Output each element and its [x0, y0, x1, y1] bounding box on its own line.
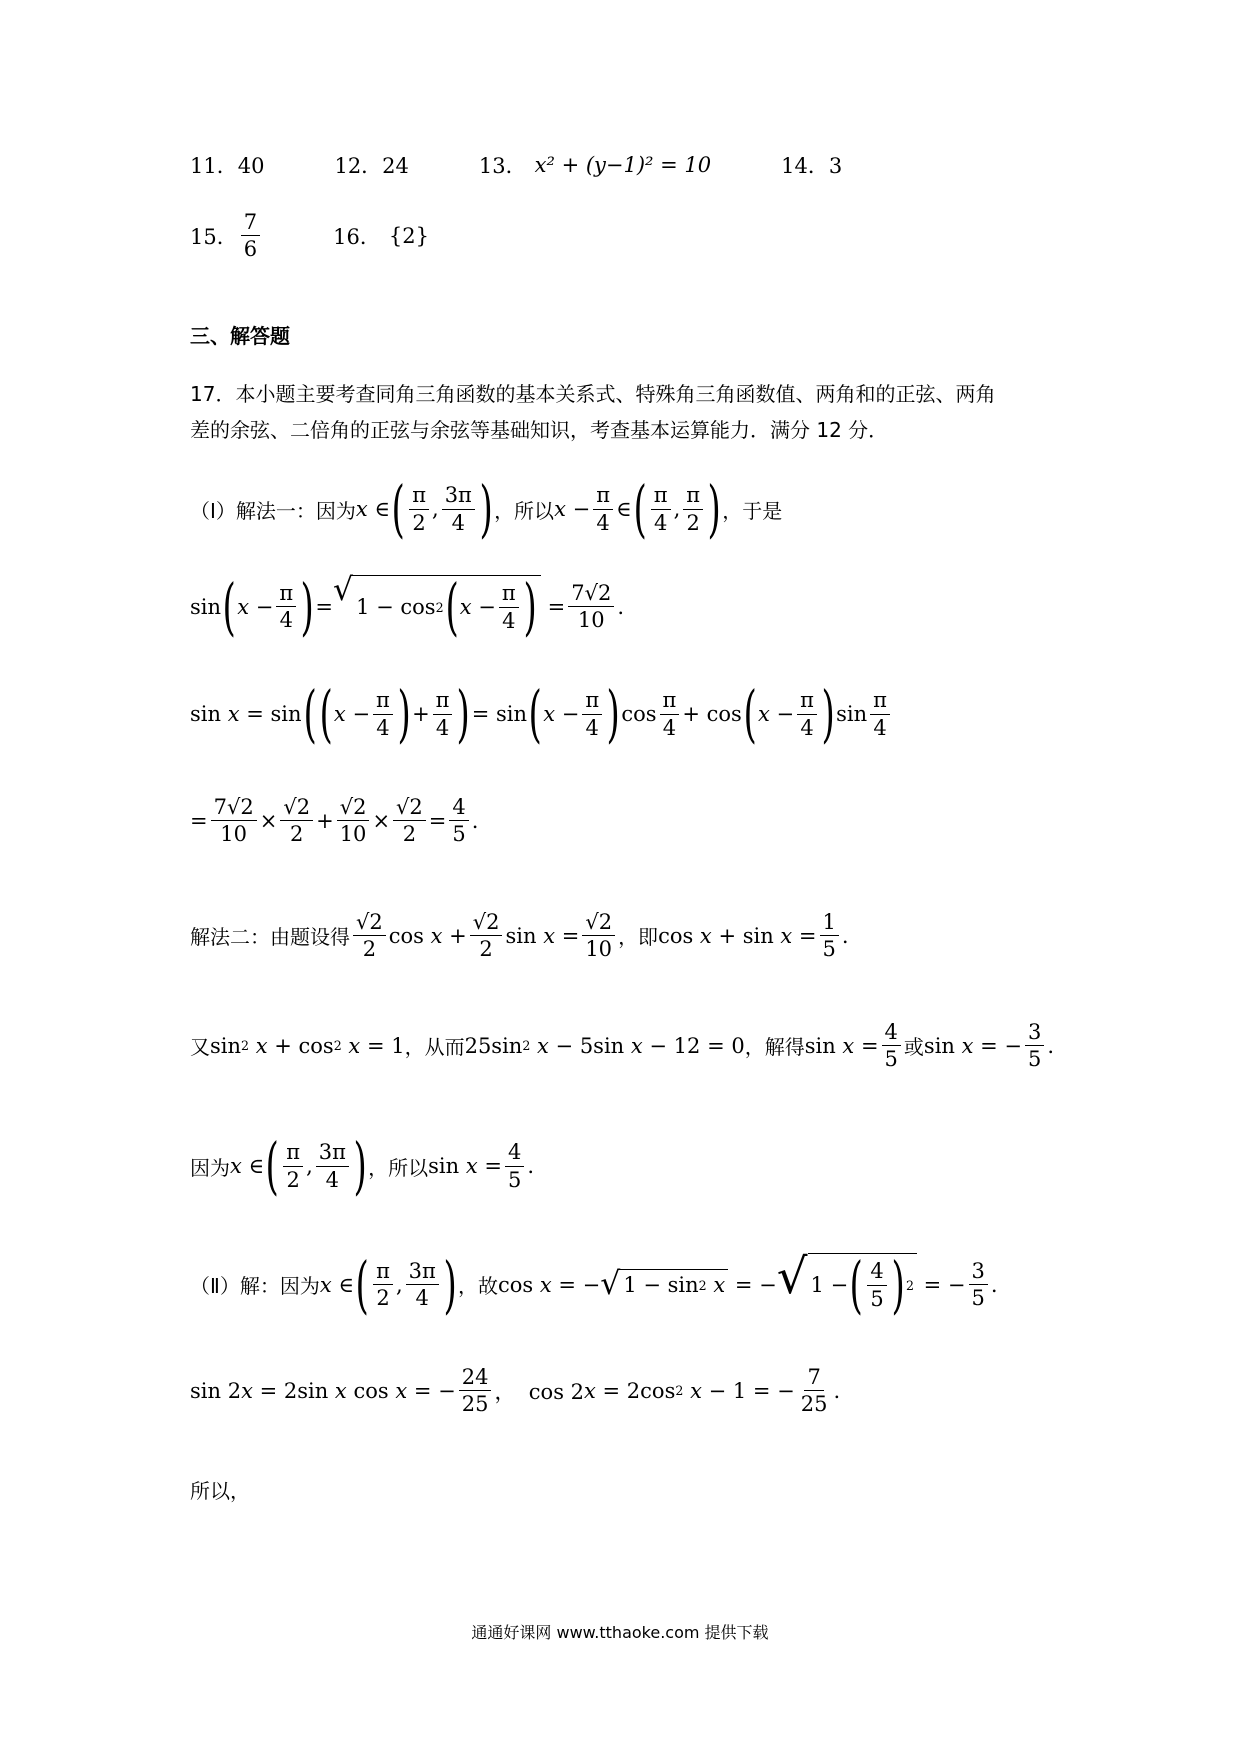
- part1-line-1: （Ⅰ）解法一：因为 x ∈ ( $\frac{\pi}{2}$ , $\frac{3\pi}{4}$ ) ，所以 x − $\frac{\pi}{4}$ ∈ ( $\frac{\pi}{4}$ , $\frac{\pi}{2}$ ) ，于是: [190, 472, 783, 545]
- answer-15-fraction: $\frac{7}{6}$: [241, 210, 260, 261]
- closing-text: 所以，: [190, 1479, 250, 1503]
- hence-label: ，从而: [404, 1035, 465, 1060]
- answer-14: 14．3: [781, 154, 843, 178]
- q17-intro-line-2: 差的余弦、二倍角的正弦与余弦等基础知识，考查基本运算能力．满分 12 分．: [190, 418, 889, 442]
- part2-thus: ，故: [458, 1274, 498, 1298]
- answers-row-1: [190, 150, 842, 180]
- answer-13-label: 13．: [478, 154, 527, 178]
- part2-label: （Ⅱ）解：因为: [190, 1274, 320, 1298]
- page-footer: 通通好课网 www.tthaoke.com 提供下载: [471, 1623, 769, 1642]
- part1-then: ，于是: [722, 498, 783, 523]
- quadratic-line: 又 sin 2 x + cos 2 x = 1 ，从而 25sin 2 x − 5sin x − 12 = 0 ，解得 sin x = $\frac{4}{5}$ 或 sin x = − $\frac{3}{5}$ .: [190, 1020, 1055, 1072]
- answer-15-label: 15．: [190, 224, 238, 249]
- answer-12: 12．24: [334, 154, 409, 178]
- answers-row-2: [190, 210, 429, 261]
- formula-sin-x-expansion: sin x = sin ( ( x − $\frac{\pi}{4}$ ) + $\frac{\pi}{4}$ ) = sin ( x − $\frac{\pi}{4}$ ) cos $\frac{\pi}{4}$ + cos ( x − $\frac{\pi}{4}$ ) sin $\frac{\pi}{4}$: [190, 683, 893, 745]
- because-label: 因为: [190, 1155, 230, 1180]
- or-label: 或: [903, 1035, 924, 1060]
- q17-intro-line-1: 17．本小题主要考查同角三角函数的基本关系式、特殊角三角函数值、两角和的正弦、两角: [190, 382, 996, 406]
- therefore-label: ，所以: [368, 1155, 429, 1180]
- answer-16-value: {2}: [388, 223, 429, 248]
- answer-11: 11．40: [190, 154, 265, 178]
- formula-sin-x-result: = $\frac{7√2}{10}$ × $\frac{√2}{2}$ + $\frac{√2}{10}$ × $\frac{√2}{2}$ = $\frac{4}{5}$ .: [190, 795, 479, 847]
- part2-line-1: （Ⅱ）解：因为 x ∈ ( $\frac{\pi}{2}$ , $\frac{3\pi}{4}$ ) ，故 cos x = − √ 1 − sin 2 x = − √ 1 − ( $\frac{4}{5}$ ) 2 = − $\frac{3}{5}$ .: [190, 1247, 998, 1321]
- answer-13-equation: x² + (y−1)² = 10: [534, 153, 712, 177]
- formula-sin-shift: sin ( x − $\frac{\pi}{4}$ ) = √ 1 − cos 2 ( x − $\frac{\pi}{4}$ ) = $\frac{7√2}{10}$ .: [190, 569, 624, 643]
- answer-16-label: 16．: [333, 224, 381, 249]
- part1-method-2: 解法二：由题设得 $\frac{√2}{2}$ cos x + $\frac{√2}{2}$ sin x = $\frac{√2}{10}$ ，即 cos x + sin x = $\frac{1}{5}$ .: [190, 910, 849, 962]
- conclusion-part1: 因为 x ∈ ( $\frac{\pi}{2}$ , $\frac{3\pi}{4}$ ) ，所以 sin x = $\frac{4}{5}$ .: [190, 1129, 535, 1202]
- method2-mid: ，即: [618, 925, 659, 950]
- part1-so: ，所以: [494, 498, 555, 523]
- double-angle-line: sin 2 x = 2sin x cos x = − $\frac{24}{25}$ ， cos 2 x = 2cos 2 x − 1 = − $\frac{7}{25}$ .: [190, 1365, 841, 1417]
- section-heading: 三、解答题: [190, 324, 290, 348]
- also-label: 又: [190, 1035, 210, 1060]
- part1-label: （Ⅰ）解法一：因为: [190, 498, 356, 523]
- method2-label: 解法二：由题设得: [190, 925, 350, 950]
- solve-label: ，解得: [744, 1035, 805, 1060]
